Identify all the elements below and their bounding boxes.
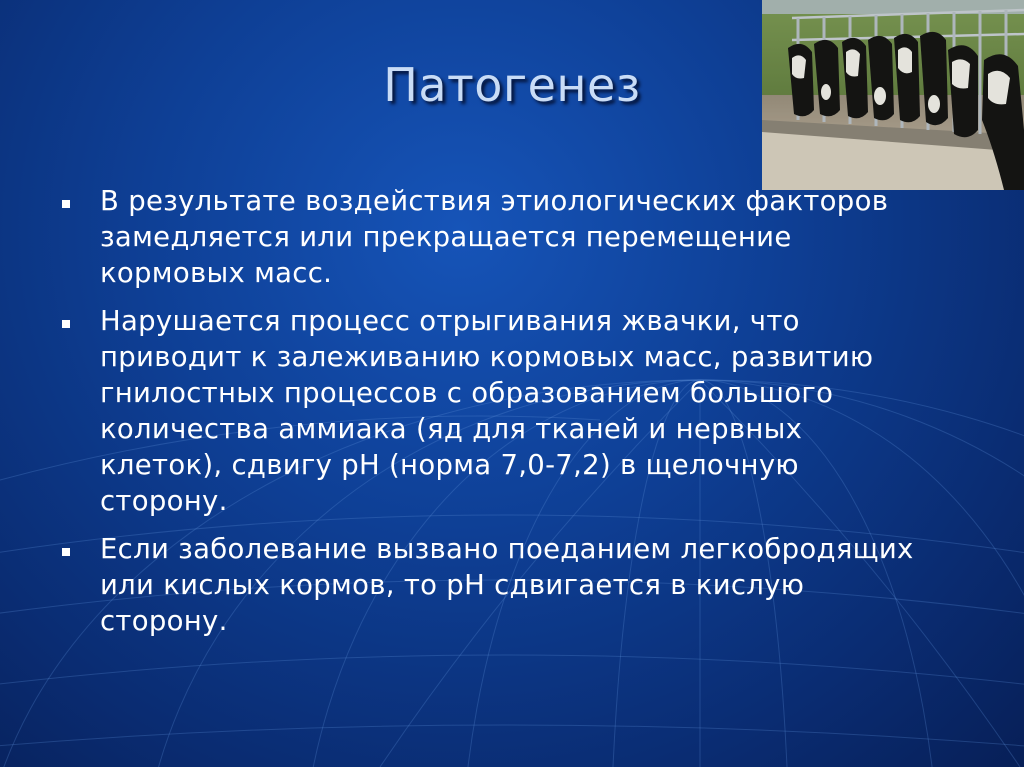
bullet-text: Нарушается процесс отрыгивания жвачки, что приводит к залеживанию кормовых масс, развитию гнилостных процессов с образованием большого количества аммиака (яд для тканей и нервных клеток), сдвигу pH (норма 7,0-7,2) в щелочную сторону. <box>100 305 874 517</box>
bullet-text: Если заболевание вызвано поеданием легкобродящих или кислых кормов, то pH сдвигается в кислую сторону. <box>100 533 914 637</box>
square-bullet-icon <box>62 200 70 208</box>
bullet-item <box>58 183 918 291</box>
bullet-item <box>58 531 918 639</box>
square-bullet-icon <box>62 548 70 556</box>
bullet-list <box>58 183 918 651</box>
slide-title: Патогенез <box>383 58 641 112</box>
square-bullet-icon <box>62 320 70 328</box>
bullet-text: В результате воздействия этиологических факторов замедляется или прекращается перемещение кормовых масс. <box>100 185 889 289</box>
bullet-item <box>58 303 918 519</box>
